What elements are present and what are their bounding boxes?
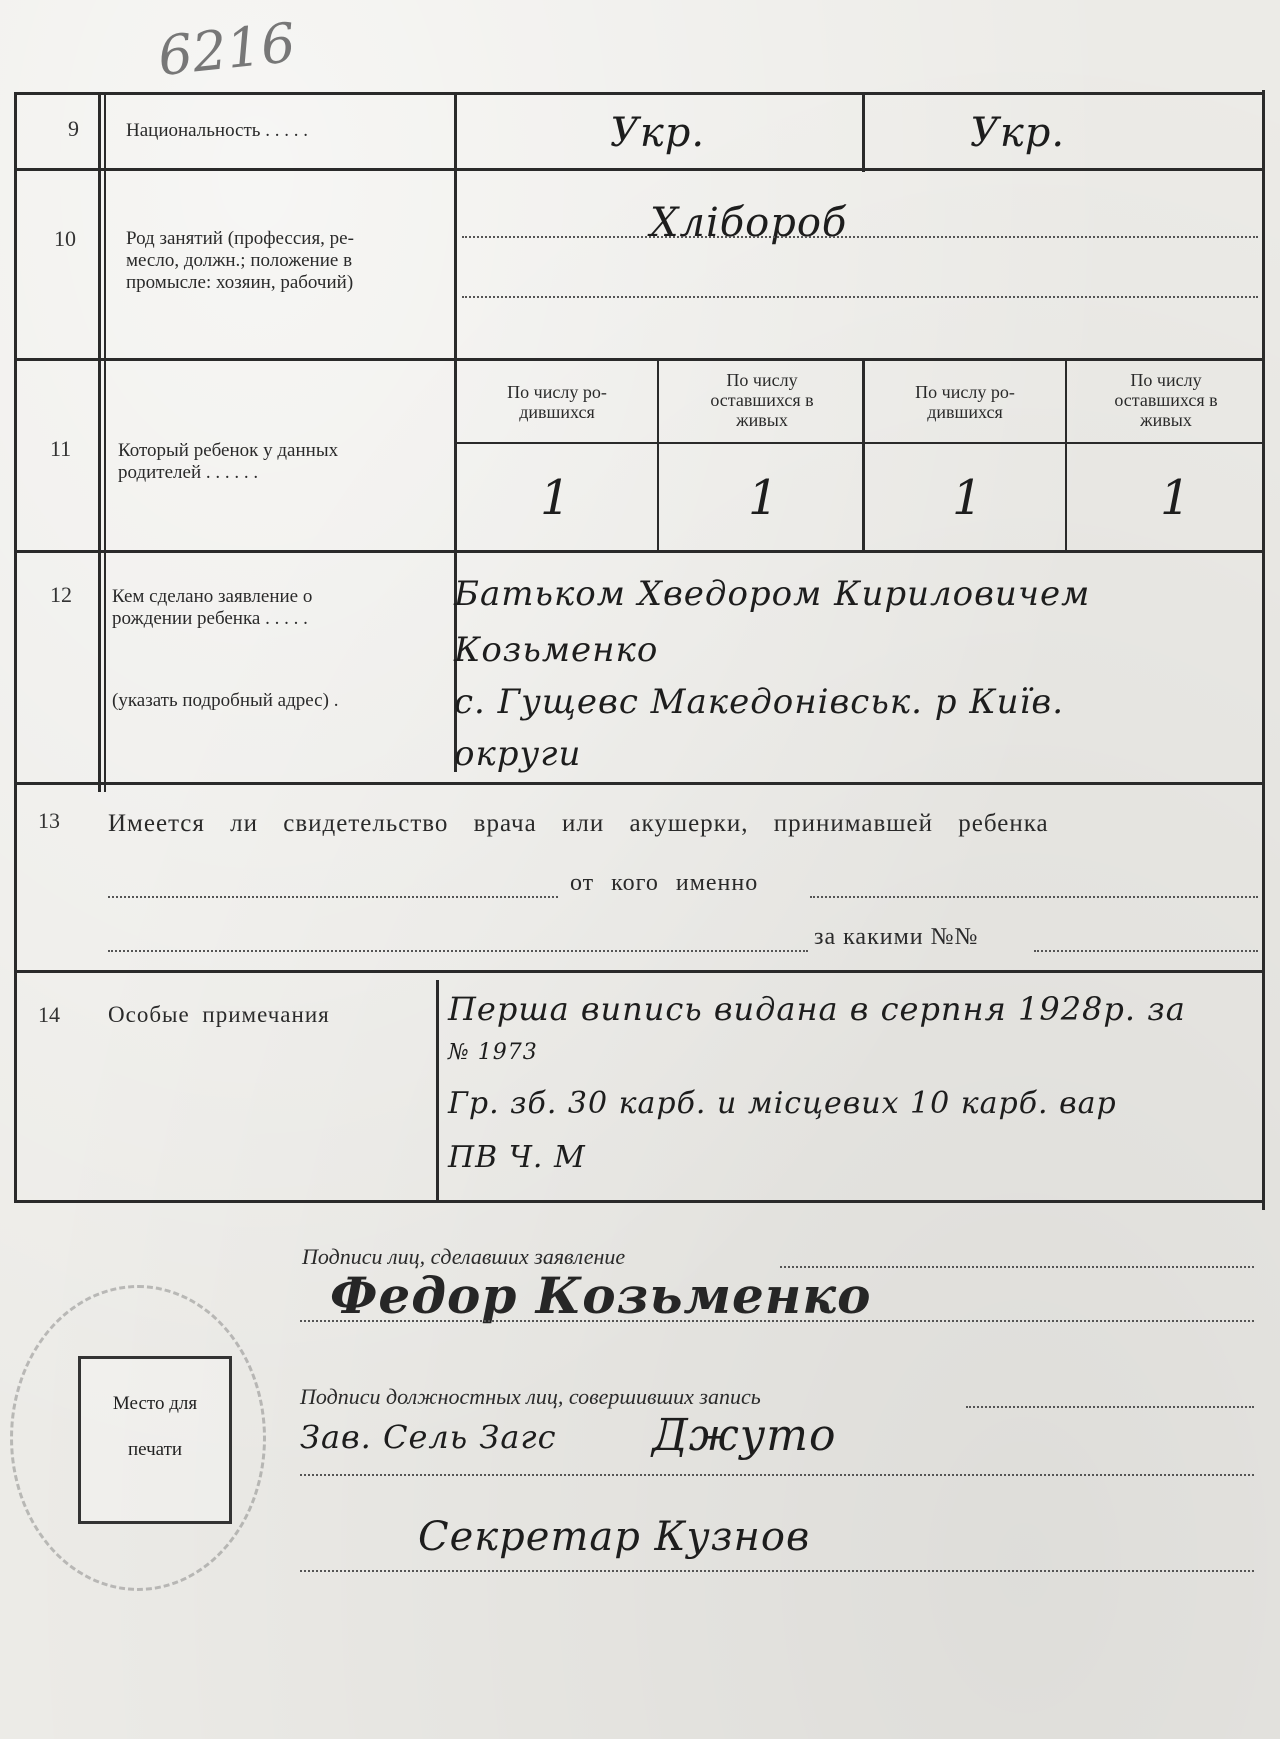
stamp-place-box	[78, 1356, 232, 1524]
parent-split-line-9	[862, 92, 865, 172]
rule-header-11	[454, 442, 1264, 444]
official-signature-1: Джуто	[652, 1410, 837, 1461]
row-10-label-line: месло, должн.; положение в	[126, 250, 353, 271]
row-10-number: 10	[54, 226, 76, 251]
row-13-number: 13	[38, 808, 60, 833]
header-line: оставшихся в	[710, 390, 814, 410]
row-11-label	[118, 440, 338, 484]
dotted-line	[300, 1474, 1254, 1476]
label-column-line	[454, 92, 457, 772]
numbers-label: за какими №№	[814, 924, 979, 950]
occupation-value: Хлібороб	[650, 200, 848, 246]
top-rule	[14, 92, 1264, 95]
dotted-line	[300, 1570, 1254, 1572]
applicant-hand-line: Батьком Хведором Кириловичем	[454, 574, 1091, 614]
row-12-label	[112, 586, 312, 630]
rule-after-14	[14, 1200, 1264, 1203]
remarks-hand-line: Гр. зб. 30 карб. и місцевих 10 карб. вар	[448, 1086, 1117, 1121]
num-column-line-inner	[104, 92, 106, 792]
official-signature-2: Секретар Кузнов	[418, 1514, 811, 1560]
row-10-label-line: промысле: хозяин, рабочий)	[126, 272, 354, 293]
rule-after-9	[14, 168, 1264, 171]
dotted-line	[966, 1406, 1254, 1408]
row-12-number: 12	[50, 582, 72, 607]
header-living-father	[664, 370, 860, 430]
address-label: (указать подробный адрес) .	[112, 690, 339, 711]
header-line: По числу	[726, 370, 798, 390]
row-13-question: Имеется ли свидетельство врача или акушерки, принимавшей ребенка	[108, 810, 1049, 837]
nationality-mother: Укр.	[970, 110, 1066, 156]
remarks-hand-line: № 1973	[448, 1040, 538, 1065]
applicant-signature: Федор Козьменко	[330, 1266, 872, 1325]
num-column-line	[98, 92, 101, 792]
officials-signature-label: Подписи должностных лиц, совершивших запись	[300, 1384, 761, 1409]
applicant-hand-line: округи	[454, 734, 582, 774]
row-10-label	[126, 228, 354, 294]
split-line-b	[1065, 360, 1067, 550]
header-born-mother	[870, 382, 1060, 422]
split-line-a	[657, 360, 659, 550]
row-11-number: 11	[50, 436, 72, 461]
header-living-mother	[1072, 370, 1260, 430]
header-line: оставшихся в	[1114, 390, 1218, 410]
applicants-signature-label: Подписи лиц, сделавших заявление	[302, 1244, 626, 1269]
dotted-line	[108, 950, 808, 952]
row-9-label: Национальность . . . . .	[126, 120, 308, 141]
parent-split-line-11	[862, 360, 865, 550]
header-line: По числу ро-	[915, 382, 1015, 402]
rule-after-10	[14, 358, 1264, 361]
header-line: живых	[736, 410, 788, 430]
rule-after-13	[14, 970, 1264, 973]
header-line: По числу ро-	[507, 382, 607, 402]
dotted-line	[108, 896, 558, 898]
row-12-label-line: Кем сделано заявление о	[112, 586, 313, 607]
child-count-value: 1	[1160, 470, 1192, 526]
applicant-hand-line: с. Гущевс Македонівськ. р Київ.	[454, 682, 1064, 722]
row-9-number: 9	[68, 116, 79, 141]
applicant-hand-line: Козьменко	[454, 630, 659, 670]
header-line: дившихся	[519, 402, 595, 422]
dotted-line	[810, 896, 1258, 898]
rule-after-12	[14, 782, 1264, 785]
remarks-hand-line: Перша випись видана в серпня 1928р. за	[448, 990, 1186, 1028]
official-title-1: Зав. Сель Загс	[300, 1418, 557, 1456]
row-14-number: 14	[38, 1002, 60, 1027]
stamp-box-line: Место для	[112, 1393, 198, 1414]
row-12-label-line: рождении ребенка . . . . .	[112, 608, 308, 629]
header-line: дившихся	[927, 402, 1003, 422]
stamp-box-line: печати	[127, 1439, 183, 1460]
row-11-label-line: родителей . . . . . .	[118, 462, 259, 483]
rule-after-11	[14, 550, 1264, 553]
remarks-label: Особые примечания	[108, 1002, 330, 1027]
header-line: По числу	[1130, 370, 1202, 390]
row-11-label-line: Который ребенок у данных	[118, 440, 339, 461]
left-border	[14, 92, 17, 1202]
remarks-hand-line: ПВ Ч. М	[448, 1140, 586, 1175]
header-line: живых	[1140, 410, 1192, 430]
dotted-line	[462, 296, 1258, 298]
from-whom-label: от кого именно	[570, 870, 759, 896]
dotted-line	[1034, 950, 1258, 952]
child-count-value: 1	[540, 470, 572, 526]
pencil-note: 6216	[155, 10, 299, 89]
nationality-father: Укр.	[610, 110, 706, 156]
right-border	[1262, 90, 1265, 1210]
remarks-column-line	[436, 980, 439, 1200]
child-count-value: 1	[748, 470, 780, 526]
dotted-line	[300, 1320, 1254, 1322]
row-10-label-line: Род занятий (профессия, ре-	[126, 228, 354, 249]
child-count-value: 1	[952, 470, 984, 526]
header-born-father	[462, 382, 652, 422]
dotted-line	[462, 236, 1258, 238]
